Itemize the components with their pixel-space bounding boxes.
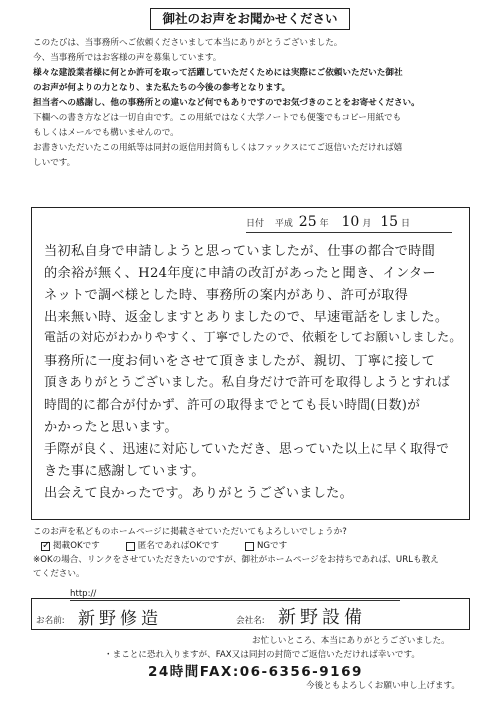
fax-number: 24時間FAX:06-6356-9169 — [148, 664, 363, 680]
letter-line: 事務所に一度お伺いをさせて頂きましたが、親切、丁寧に接して — [44, 354, 436, 369]
option-anonymous[interactable] — [126, 539, 219, 553]
letter-line: ネットで調べ様とした時、事務所の案内があり、許可が取得 — [44, 288, 409, 303]
option-ng[interactable] — [245, 539, 287, 553]
letter-line: 手際が良く、迅速に対応していただき、思っていた以上に早く取得で — [44, 442, 450, 457]
letter-line: 出会えて良かったです。ありがとうございました。 — [44, 486, 354, 501]
date-era: 平成 — [274, 219, 293, 229]
consent-question: このお声を私どものホームページに掲載させていただいてもよろしいでしょうか? — [33, 527, 347, 537]
checkmark-icon: ✓ — [42, 539, 51, 551]
date-row — [246, 214, 452, 233]
letter-line: 当初私自身で申請しようと思っていましたが、仕事の都合で時間 — [44, 244, 436, 259]
letter-line: 出来無い時、返金しますとありましたので、早速電話をしました。 — [44, 310, 449, 325]
footer-fax-note: ・まことに恐れ入りますが、FAX又は同封の封筒でご返信いただければ幸いです。 — [104, 650, 421, 660]
letter-line: きた事に感謝しています。 — [44, 464, 205, 479]
name-box — [31, 598, 470, 630]
option-ok-label: 掲載OKです — [53, 541, 100, 551]
intro-line: 今、当事務所ではお客様の声を募集しています。 — [33, 53, 222, 63]
company-label: 会社名: — [236, 616, 265, 626]
web-consent-section — [33, 525, 483, 581]
page-title: 御社のお声をお聞かせください — [150, 8, 350, 30]
date-day-unit: 日 — [401, 219, 411, 229]
consent-note-cont: てください。 — [33, 569, 85, 579]
checkbox-anonymous[interactable] — [126, 542, 135, 551]
url-field[interactable]: http:// — [70, 589, 400, 601]
intro-line: 様々な建設業者様に何とか許可を取って活躍していただくためには実際にご依頼いただいた御社 — [33, 68, 403, 78]
intro-line: 下欄への書き方などは一切自由です。この用紙ではなく大学ノートでも便箋でもコピー用紙でも — [33, 113, 402, 123]
intro-line: 担当者への感謝し、他の事務所との違いなど何でもありですのでお気づきのことをお寄せください。 — [33, 98, 420, 108]
intro-line: お書きいただいたこの用紙等は同封の返信用封筒もしくはファックスにてご返信いただければ嬉 — [33, 143, 403, 153]
intro-line: このたびは、当事務所へご依頼くださいまして本当にありがとうございました。 — [33, 38, 343, 48]
intro-line: もしくはメールでも構いませんので。 — [33, 128, 179, 138]
date-year: 25 — [298, 214, 317, 230]
intro-text — [33, 36, 483, 171]
checkbox-ng[interactable] — [245, 542, 254, 551]
letter-line: 的余裕が無く、H24年度に申請の改訂があったと聞き、インター — [44, 266, 436, 281]
date-month: 10 — [341, 214, 360, 230]
checkbox-ok[interactable] — [41, 539, 51, 551]
footer-thanks: お忙しいところ、本当にありがとうございました。 — [252, 636, 450, 646]
consent-options — [41, 539, 483, 553]
date-year-unit: 年 — [319, 219, 329, 229]
date-day: 15 — [380, 214, 399, 230]
intro-line: のお声が何よりの力となり、また私たちの今後の参考となります。 — [33, 83, 291, 93]
letter-line: 電話の対応がわかりやすく、丁寧でしたので、依頼をしてお願いしました。 — [44, 330, 462, 344]
option-ok[interactable] — [41, 539, 100, 553]
intro-line: しいです。 — [33, 158, 76, 168]
letter-line: 時間的に都合が付かず、許可の取得までとても長い時間(日数)が — [44, 398, 421, 413]
option-anonymous-label: 匿名であればOKです — [137, 541, 219, 551]
company-value: 新野設備 — [278, 607, 366, 628]
letter-line: 頂きありがとうございました。私自身だけで許可を取得しようとすれば — [44, 374, 451, 389]
name-label: お名前: — [36, 616, 65, 626]
date-month-unit: 月 — [362, 219, 372, 229]
consent-note: ※OKの場合、リンクをさせていただきたいのですが、御社がホームページをお持ちであれば、URLも教え — [33, 555, 439, 565]
option-ng-label: NGです — [256, 541, 288, 551]
letter-line: かかったと思います。 — [44, 420, 178, 435]
footer-closing: 今後ともよろしくお願い申し上げます。 — [306, 681, 461, 691]
date-label: 日付 — [246, 219, 265, 229]
name-value: 新野修造 — [78, 609, 162, 629]
